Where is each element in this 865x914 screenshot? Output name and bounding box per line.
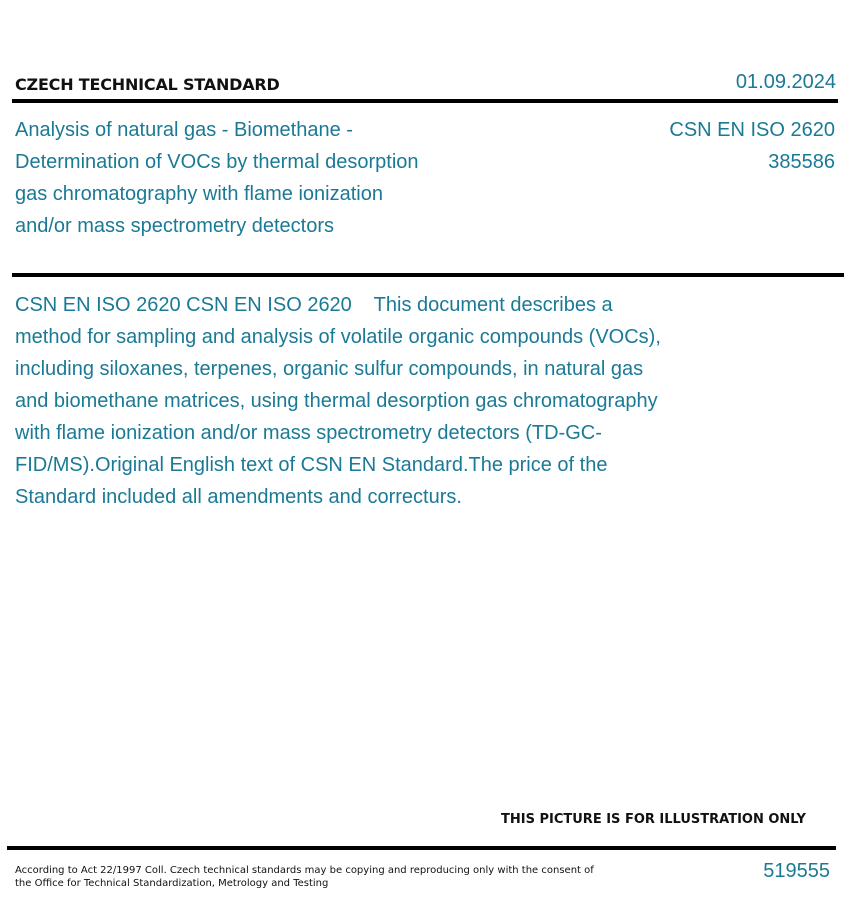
- class-number: 385586: [768, 151, 835, 173]
- catalog-number: 519555: [763, 860, 830, 882]
- footer-divider: [7, 846, 836, 850]
- standard-codes: [669, 114, 835, 178]
- standard-title: Analysis of natural gas - Biomethane - Determination of VOCs by thermal desorption gas chromatography with flame ionization and/or mass spectrometry detectors: [15, 119, 419, 237]
- standard-description: CSN EN ISO 2620 CSN EN ISO 2620 This document describes a method for sampling and analysis of volatile organic compounds (VOCs), including siloxanes, terpenes, organic sulfur compounds, in natural gas and biomethane matrices, using thermal desorption gas chromatography with flame ionization and/or mass spectrometry detectors (TD-GC-FID/MS).Original English text of CSN EN Standard.The price of the Standard included all amendments and correcturs.: [15, 294, 667, 508]
- publication-date: 01.09.2024: [735, 71, 836, 93]
- illustration-note: THIS PICTURE IS FOR ILLUSTRATION ONLY: [501, 812, 806, 827]
- title-divider: [12, 273, 844, 277]
- standard-code: CSN EN ISO 2620: [669, 119, 835, 141]
- header-divider: [12, 99, 838, 103]
- legal-notice: According to Act 22/1997 Coll. Czech technical standards may be copying and reproducing only with the consent of the Office for Technical Standardization, Metrology and Testing: [15, 865, 594, 889]
- document-type-label: CZECH TECHNICAL STANDARD: [15, 75, 280, 94]
